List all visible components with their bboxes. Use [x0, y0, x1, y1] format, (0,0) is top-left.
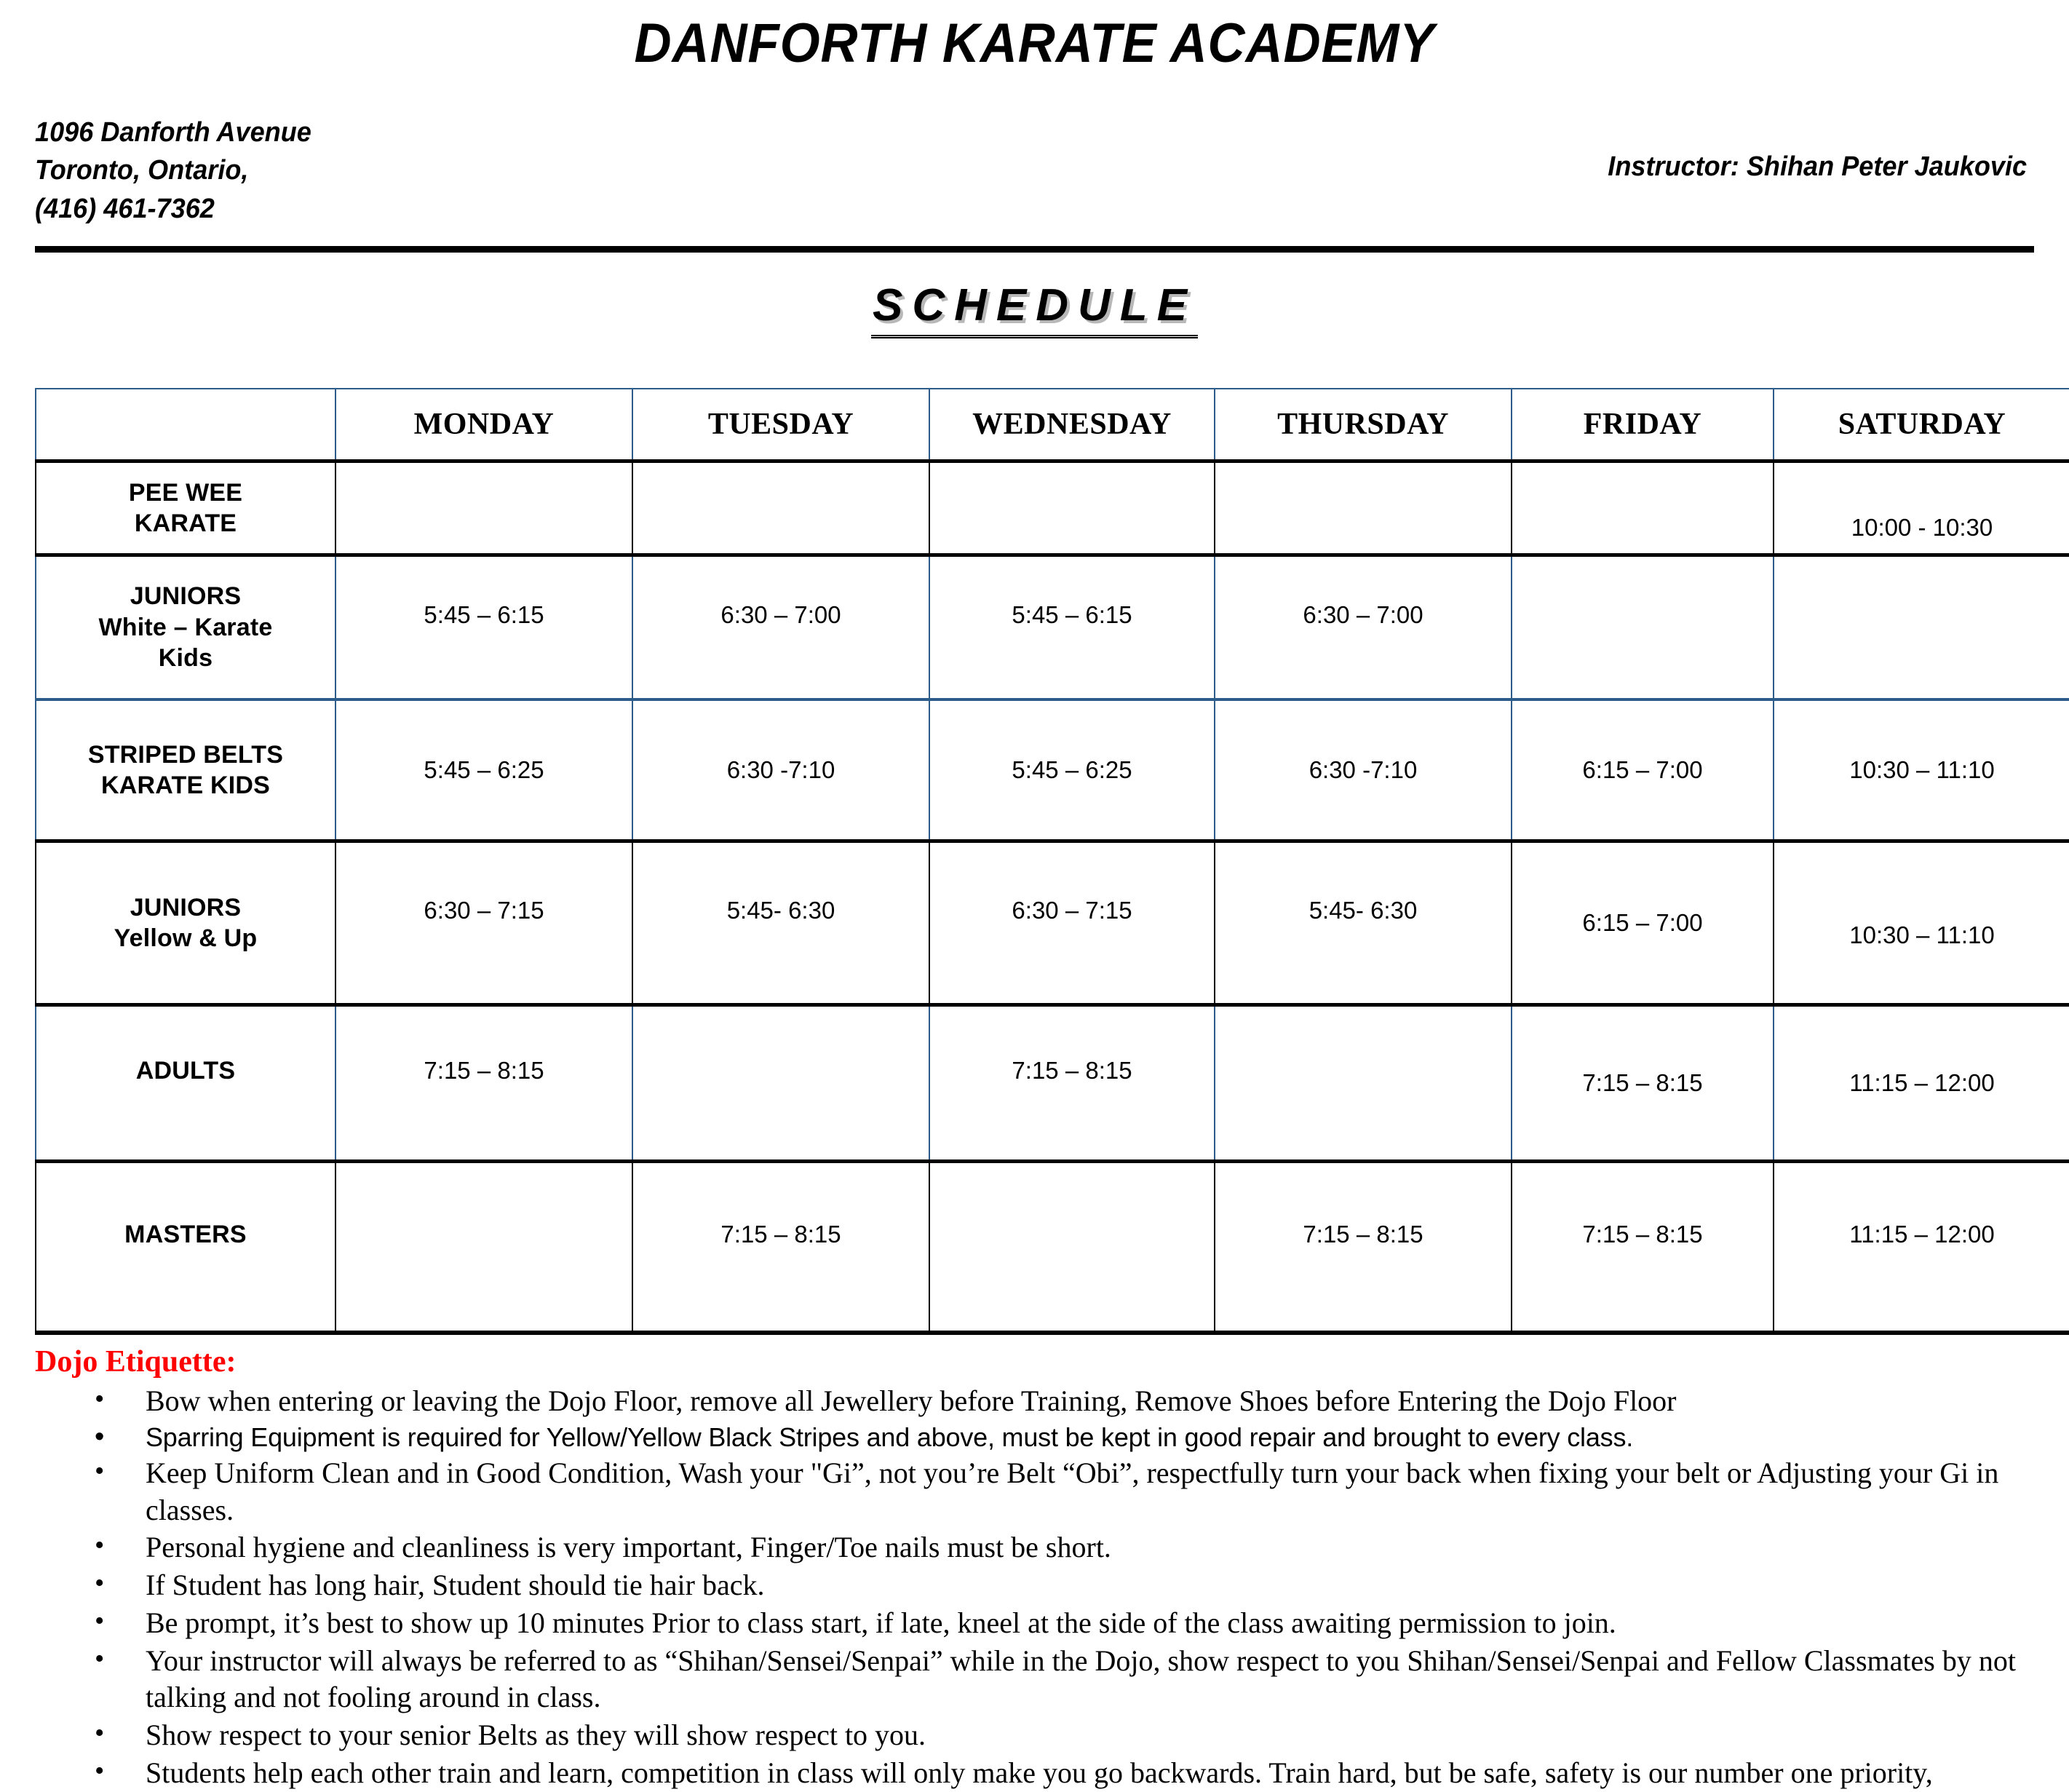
header-day-wednesday: WEDNESDAY	[929, 389, 1215, 461]
cell-masters-saturday: 11:15 – 12:00	[1774, 1162, 2069, 1333]
cell-striped-wednesday: 5:45 – 6:25	[929, 699, 1215, 841]
cell-juniors-yellow-tuesday: 5:45- 6:30	[632, 841, 929, 1005]
etiquette-rule-item: • Personal hygiene and cleanliness is very important, Finger/Toe nails must be short.	[35, 1529, 2034, 1566]
row-label-line: JUNIORS	[130, 893, 242, 921]
address-block	[35, 114, 311, 228]
header-day-saturday: SATURDAY	[1774, 389, 2069, 461]
table-row-juniors-yellow	[36, 841, 2069, 1005]
table-row-masters	[36, 1162, 2069, 1333]
header-corner-cell	[36, 389, 335, 461]
cell-masters-tuesday: 7:15 – 8:15	[632, 1162, 929, 1333]
header-day-thursday: THURSDAY	[1215, 389, 1512, 461]
schedule-heading: SCHEDULE	[871, 282, 1198, 338]
row-label-line: Yellow & Up	[114, 924, 258, 952]
dojo-etiquette-title: Dojo Etiquette:	[35, 1345, 237, 1379]
cell-adults-monday: 7:15 – 8:15	[335, 1005, 632, 1162]
cell-pee-wee-saturday: 10:00 - 10:30	[1774, 461, 2069, 555]
cell-juniors-white-saturday	[1774, 555, 2069, 700]
cell-striped-thursday: 6:30 -7:10	[1215, 699, 1512, 841]
row-label-line: Kids	[158, 644, 213, 673]
cell-pee-wee-tuesday	[632, 461, 929, 555]
cell-pee-wee-thursday	[1215, 461, 1512, 555]
dojo-etiquette-section	[35, 1345, 2034, 1792]
header-day-friday: FRIDAY	[1512, 389, 1774, 461]
cell-juniors-yellow-wednesday: 6:30 – 7:15	[929, 841, 1215, 1005]
etiquette-rule-item: • Keep Uniform Clean and in Good Condition, Wash your "Gi”, not you’re Belt “Obi”, respectfully turn your back when fixing your belt or Adjusting your Gi in classes.	[35, 1455, 2034, 1529]
table-row-pee-wee-karate	[36, 461, 2069, 555]
row-label-masters	[36, 1162, 335, 1333]
row-label-juniors-white	[36, 555, 335, 700]
row-label-line: STRIPED BELTS	[87, 740, 284, 769]
schedule-table	[35, 388, 2069, 1335]
cell-adults-saturday: 11:15 – 12:00	[1774, 1005, 2069, 1162]
academy-title: DANFORTH KARATE ACADEMY	[634, 12, 1435, 74]
cell-juniors-yellow-thursday: 5:45- 6:30	[1215, 841, 1512, 1005]
row-label-juniors-yellow	[36, 841, 335, 1005]
cell-adults-friday: 7:15 – 8:15	[1512, 1005, 1774, 1162]
row-label-line: PEE WEE	[128, 478, 243, 507]
etiquette-rule-item: • Bow when entering or leaving the Dojo Floor, remove all Jewellery before Training, Remove Shoes before Entering the Dojo Floor	[35, 1383, 2034, 1420]
etiquette-rule-item: • Your instructor will always be referred to as “Shihan/Sensei/Senpai” while in the Dojo, show respect to you Shihan/Sensei/Senpai and Fellow Classmates by not talking and not fooling around in class.	[35, 1643, 2034, 1717]
etiquette-rule-item: • Sparring Equipment is required for Yellow/Yellow Black Stripes and above, must be kept in good repair and brought to every class.	[35, 1421, 2034, 1454]
table-row-striped-belts	[36, 699, 2069, 841]
cell-masters-wednesday	[929, 1162, 1215, 1333]
cell-striped-saturday: 10:30 – 11:10	[1774, 699, 2069, 841]
cell-masters-friday: 7:15 – 8:15	[1512, 1162, 1774, 1333]
etiquette-rule-item: • Students help each other train and learn, competition in class will only make you go backwards. Train hard, but be safe, safety is our number one priority,	[35, 1755, 2034, 1792]
contact-block	[35, 114, 2034, 236]
table-header-row	[36, 389, 2069, 461]
cell-juniors-yellow-saturday: 10:30 – 11:10	[1774, 841, 2069, 1005]
row-label-line: JUNIORS	[130, 582, 242, 611]
row-label-line: KARATE	[134, 510, 237, 537]
cell-pee-wee-wednesday	[929, 461, 1215, 555]
address-line-2: Toronto, Ontario,	[35, 155, 249, 186]
address-line-1: 1096 Danforth Avenue	[35, 117, 311, 148]
cell-masters-monday	[335, 1162, 632, 1333]
etiquette-rule-item: • If Student has long hair, Student should tie hair back.	[35, 1567, 2034, 1604]
cell-pee-wee-friday	[1512, 461, 1774, 555]
row-label-line: White – Karate	[98, 613, 273, 641]
cell-juniors-white-wednesday: 5:45 – 6:15	[929, 555, 1215, 700]
row-label-adults	[36, 1005, 335, 1162]
dojo-etiquette-list	[35, 1383, 2034, 1792]
phone-number: (416) 461-7362	[35, 193, 215, 224]
row-label-pee-wee-karate	[36, 461, 335, 555]
cell-juniors-yellow-friday: 6:15 – 7:00	[1512, 841, 1774, 1005]
cell-adults-tuesday	[632, 1005, 929, 1162]
table-row-juniors-white	[36, 555, 2069, 700]
header-day-monday: MONDAY	[335, 389, 632, 461]
etiquette-rule-item: • Be prompt, it’s best to show up 10 minutes Prior to class start, if late, kneel at the side of the class awaiting permission to join.	[35, 1605, 2034, 1642]
cell-adults-wednesday: 7:15 – 8:15	[929, 1005, 1215, 1162]
cell-juniors-white-thursday: 6:30 – 7:00	[1215, 555, 1512, 700]
cell-juniors-yellow-monday: 6:30 – 7:15	[335, 841, 632, 1005]
cell-striped-friday: 6:15 – 7:00	[1512, 699, 1774, 841]
header-day-tuesday: TUESDAY	[632, 389, 929, 461]
cell-striped-monday: 5:45 – 6:25	[335, 699, 632, 841]
row-label-line: ADULTS	[135, 1056, 236, 1085]
row-label-line: KARATE KIDS	[100, 772, 270, 799]
row-label-line: MASTERS	[124, 1220, 247, 1248]
cell-striped-tuesday: 6:30 -7:10	[632, 699, 929, 841]
cell-masters-thursday: 7:15 – 8:15	[1215, 1162, 1512, 1333]
table-row-adults	[36, 1005, 2069, 1162]
cell-juniors-white-tuesday: 6:30 – 7:00	[632, 555, 929, 700]
cell-pee-wee-monday	[335, 461, 632, 555]
cell-juniors-white-friday	[1512, 555, 1774, 700]
cell-juniors-white-monday: 5:45 – 6:15	[335, 555, 632, 700]
schedule-heading-wrap	[35, 282, 2034, 362]
instructor-line: Instructor: Shihan Peter Jaukovic	[1608, 151, 2027, 182]
row-label-striped-belts	[36, 699, 335, 841]
cell-adults-thursday	[1215, 1005, 1512, 1162]
etiquette-rule-item: • Show respect to your senior Belts as they will show respect to you.	[35, 1717, 2034, 1754]
header-divider-rule	[35, 246, 2034, 253]
